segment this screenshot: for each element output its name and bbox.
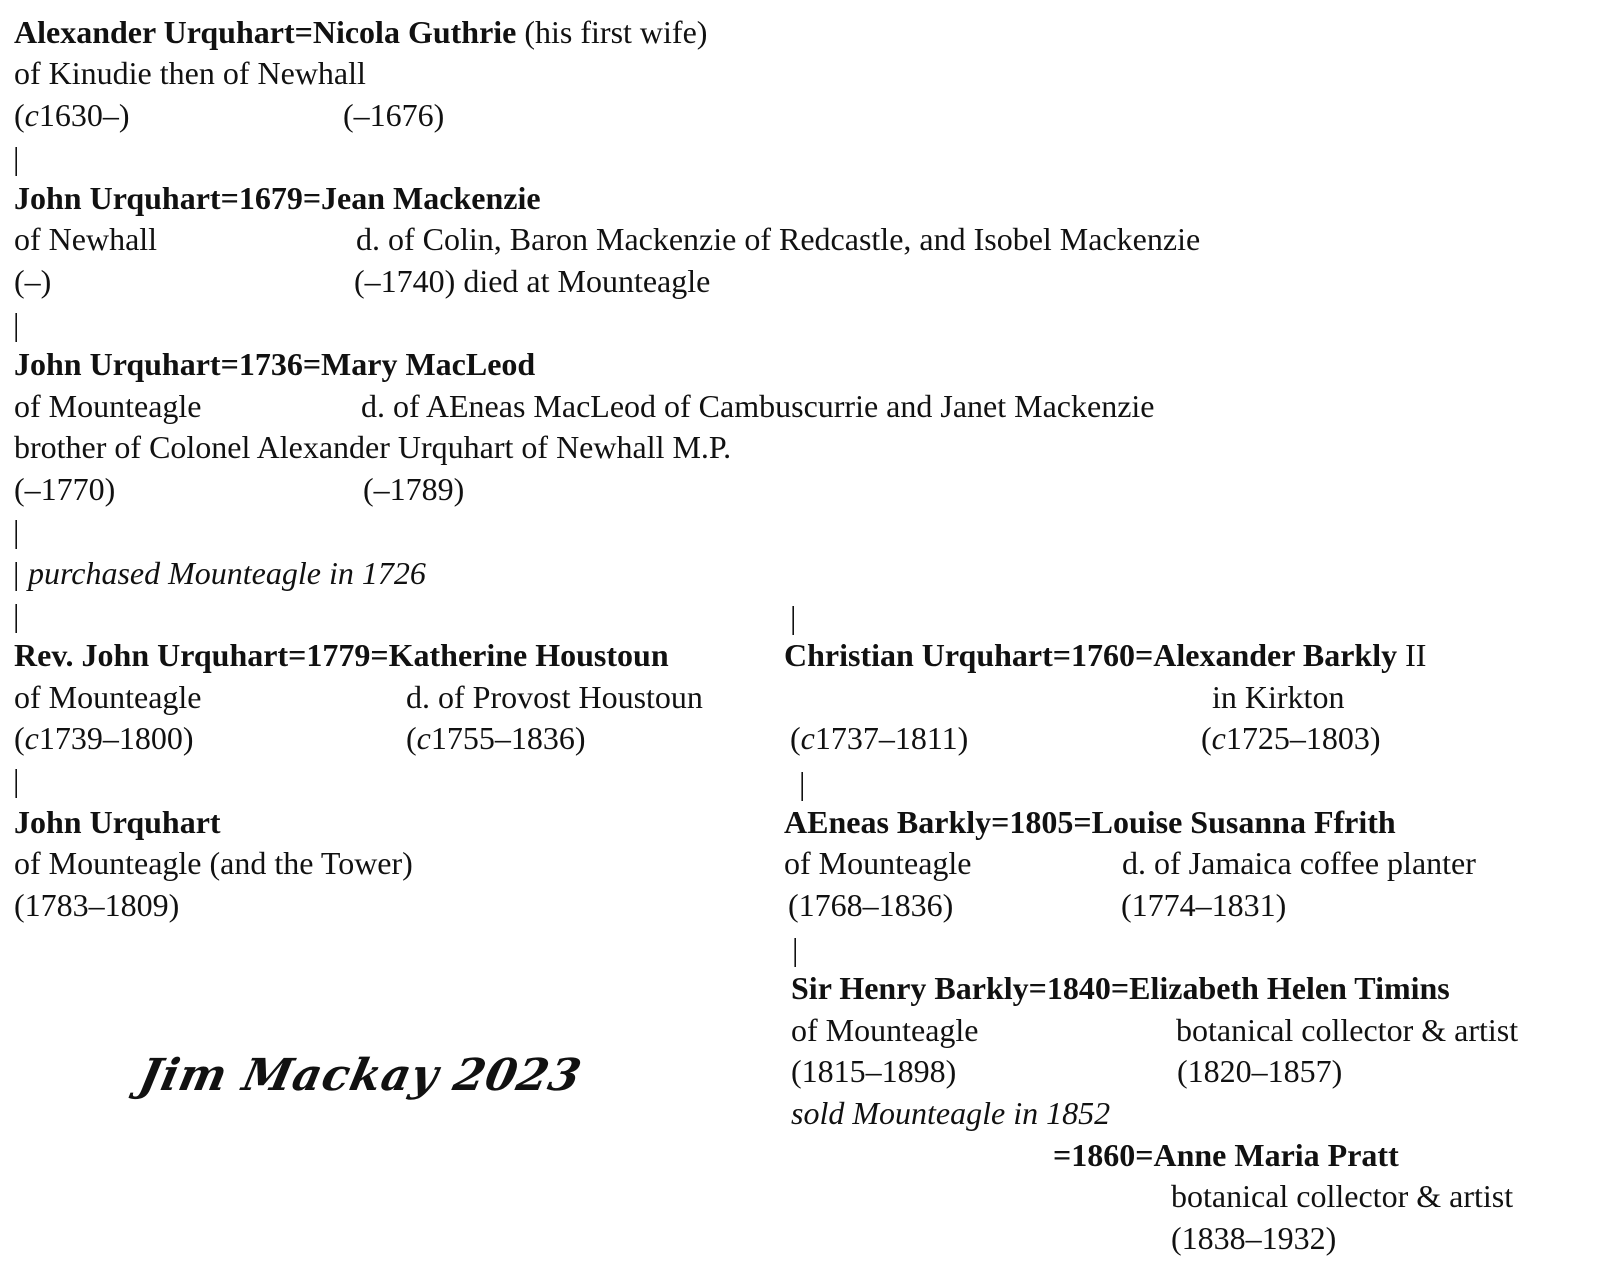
gen1-husband-dates <box>14 97 130 133</box>
author-signature: Jim Mackay 2023 <box>134 1050 587 1101</box>
right5-wife-dates: (1774–1831) <box>1121 887 1287 923</box>
gen2-husband-dates: (–) <box>14 263 52 299</box>
gen3-husband-note: brother of Colonel Alexander Urquhart of Newhall M.P. <box>14 429 732 465</box>
descent-line: | <box>13 762 20 798</box>
gen2-wife-description: d. of Colin, Baron Mackenzie of Redcastle, and Isobel Mackenzie <box>356 221 1201 257</box>
descent-line: | <box>13 513 20 549</box>
right4-husband-years: 1725–1803) <box>1225 720 1381 756</box>
right5-wife-description: d. of Jamaica coffee planter <box>1122 845 1476 881</box>
circa-mark: c <box>1211 720 1226 756</box>
right5-husband-place: of Mounteagle <box>784 845 972 881</box>
descent-line: | <box>13 140 20 176</box>
left5-name: John Urquhart <box>14 804 221 840</box>
left5-place: of Mounteagle (and the Tower) <box>14 845 413 881</box>
right4-suffix: II <box>1397 637 1427 673</box>
left4-husband-years: 1739–1800) <box>38 720 194 756</box>
descent-line: | <box>792 931 799 967</box>
right4-husband-place: in Kirkton <box>1212 679 1345 715</box>
right7-wife-description: botanical collector & artist <box>1171 1178 1514 1214</box>
gen2-marriage: John Urquhart=1679=Jean Mackenzie <box>14 180 541 216</box>
descent-line: | <box>13 306 20 342</box>
right6-wife-description: botanical collector & artist <box>1176 1012 1519 1048</box>
left5-dates: (1783–1809) <box>14 887 180 923</box>
gen3-marriage: John Urquhart=1736=Mary MacLeod <box>14 346 536 382</box>
left4-husband-place: of Mounteagle <box>14 679 202 715</box>
open-paren: ( <box>406 720 417 756</box>
circa-mark: c <box>24 97 39 133</box>
gen3-wife-description: d. of AEneas MacLeod of Cambuscurrie and Janet Mackenzie <box>361 388 1155 424</box>
circa-mark: c <box>416 720 431 756</box>
circa-mark: c <box>800 720 815 756</box>
gen1-wife-note: (his first wife) <box>516 14 708 50</box>
right7-marriage: =1860=Anne Maria Pratt <box>1053 1137 1399 1173</box>
right6-husband-place: of Mounteagle <box>791 1012 979 1048</box>
left4-wife-description: d. of Provost Houstoun <box>406 679 703 715</box>
descent-line: | <box>799 765 806 801</box>
right4-marriage: Christian Urquhart=1760=Alexander Barkly <box>784 637 1398 673</box>
gen1-wife-dates: (–1676) <box>343 97 445 133</box>
right6-note: sold Mounteagle in 1852 <box>791 1095 1111 1131</box>
right4-wife-dates <box>790 720 968 756</box>
gen3-husband-place: of Mounteagle <box>14 388 202 424</box>
gen1-husband-place: of Kinudie then of Newhall <box>14 55 366 91</box>
right5-husband-dates: (1768–1836) <box>788 887 954 923</box>
right6-husband-dates: (1815–1898) <box>791 1053 957 1089</box>
gen2-husband-place: of Newhall <box>14 221 158 257</box>
right6-marriage: Sir Henry Barkly=1840=Elizabeth Helen Timins <box>791 970 1450 1006</box>
open-paren: ( <box>790 720 801 756</box>
circa-mark: c <box>24 720 39 756</box>
gen1-marriage <box>14 14 707 50</box>
descent-line: | <box>790 599 797 635</box>
left4-marriage: Rev. John Urquhart=1779=Katherine Houstoun <box>14 637 669 673</box>
left4-wife-years: 1755–1836) <box>430 720 586 756</box>
gen1-husband-years: 1630–) <box>38 97 130 133</box>
descent-line: | <box>13 555 20 591</box>
open-paren: ( <box>1201 720 1212 756</box>
right6-wife-dates: (1820–1857) <box>1177 1053 1343 1089</box>
gen3-wife-dates: (–1789) <box>363 471 465 507</box>
open-paren: ( <box>14 720 25 756</box>
right5-marriage: AEneas Barkly=1805=Louise Susanna Ffrith <box>784 804 1396 840</box>
gen2-wife-dates: (–1740) died at Mounteagle <box>354 263 711 299</box>
descent-line: | <box>13 597 20 633</box>
left4-husband-dates <box>14 720 194 756</box>
gen3-husband-dates: (–1770) <box>14 471 116 507</box>
gen3-note: purchased Mounteagle in 1726 <box>28 555 426 591</box>
right4-husband-dates <box>1201 720 1381 756</box>
gen1-husband-name: Alexander Urquhart <box>14 14 295 50</box>
open-paren: ( <box>14 97 25 133</box>
right7-wife-dates: (1838–1932) <box>1171 1220 1337 1256</box>
right4-wife-years: 1737–1811) <box>814 720 969 756</box>
left4-wife-dates <box>406 720 586 756</box>
right4-marriage-line <box>784 637 1426 673</box>
gen1-equals: = <box>294 14 313 50</box>
gen1-wife-name: Nicola Guthrie <box>312 14 517 50</box>
